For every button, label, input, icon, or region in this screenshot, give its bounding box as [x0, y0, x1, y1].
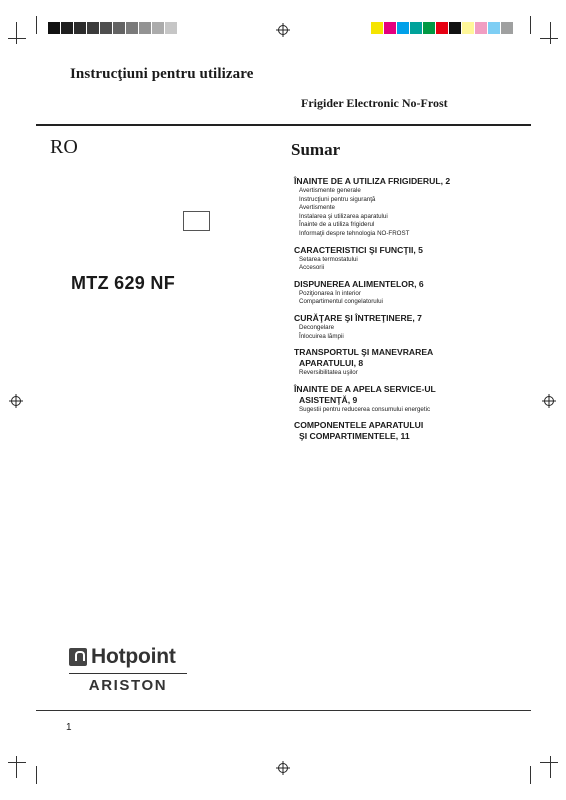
crop-mark: [530, 16, 531, 34]
color-swatch: [61, 22, 73, 34]
toc-section-heading: ÎNAINTE DE A UTILIZA FRIGIDERUL, 2: [294, 176, 451, 186]
toc-section: [294, 279, 524, 307]
color-swatch: [436, 22, 448, 34]
color-swatch: [397, 22, 409, 34]
color-swatch: [100, 22, 112, 34]
hotpoint-ariston-logo: [69, 645, 187, 694]
toc-subitem: Decongelare: [299, 323, 335, 331]
toc-subitem: Setarea termostatului: [299, 255, 358, 263]
toc-section: [294, 384, 524, 415]
cmyk-color-strip: [371, 22, 514, 34]
crop-mark: [540, 38, 558, 39]
crop-mark: [550, 756, 551, 778]
crop-mark: [16, 22, 17, 44]
empty-box: [183, 211, 210, 231]
color-swatch: [113, 22, 125, 34]
toc-section: [294, 420, 524, 442]
document-title: Instrucţiuni pentru utilizare: [70, 66, 254, 82]
contents-title: Sumar: [291, 140, 341, 159]
crop-mark: [550, 22, 551, 44]
crop-mark: [8, 38, 26, 39]
logo-brand: Hotpoint: [91, 645, 176, 668]
color-swatch: [449, 22, 461, 34]
color-swatch: [48, 22, 60, 34]
registration-mark-icon: [276, 23, 290, 37]
language-code: RO: [50, 136, 78, 158]
toc-subitem: Avertismente generale: [299, 187, 361, 194]
logo-sub-brand: ARISTON: [88, 677, 168, 694]
color-swatch: [423, 22, 435, 34]
registration-mark-icon: [542, 394, 556, 408]
registration-mark-icon: [9, 394, 23, 408]
color-swatch: [74, 22, 86, 34]
toc-subitem: Poziţionarea în interior: [299, 289, 361, 297]
color-swatch: [371, 22, 383, 34]
color-swatch: [384, 22, 396, 34]
toc-section-heading: CARACTERISTICI ŞI FUNCŢII, 5: [294, 244, 423, 255]
toc-section-heading: CURĂŢARE ŞI ÎNTREŢINERE, 7: [294, 312, 422, 323]
hotpoint-logo-icon: [69, 648, 87, 666]
toc-section-heading: TRANSPORTUL ŞI MANEVRAREA: [294, 347, 434, 358]
crop-mark: [16, 756, 17, 778]
crop-mark: [8, 762, 26, 763]
toc-section-heading: DISPUNEREA ALIMENTELOR, 6: [294, 278, 424, 289]
footer-divider: [36, 710, 531, 711]
header-divider: [36, 124, 531, 126]
crop-mark: [36, 766, 37, 784]
toc-subitem: Instrucţiuni pentru siguranţă: [299, 195, 376, 203]
toc-subitem: Înainte de a utiliza frigiderul: [299, 221, 375, 229]
color-swatch: [462, 22, 474, 34]
toc-section: [294, 313, 524, 341]
crop-mark: [540, 762, 558, 763]
toc-subitem: Reversibilitatea uşilor: [299, 369, 358, 377]
color-swatch: [501, 22, 513, 34]
logo-divider: [69, 673, 187, 674]
toc-section-heading-continued: ŞI COMPARTIMENTELE, 11: [299, 431, 410, 442]
color-swatch: [152, 22, 164, 34]
gray-color-strip: [48, 22, 178, 34]
toc-section-heading: COMPONENTELE APARATULUI: [294, 420, 424, 431]
toc-section: [294, 245, 524, 273]
document-subtitle: Frigider Electronic No-Frost: [301, 96, 448, 110]
toc-section-heading-continued: APARATULUI, 8: [299, 358, 364, 369]
toc-subitem: Sugestii pentru reducerea consumului energetic: [299, 405, 431, 413]
color-swatch: [475, 22, 487, 34]
color-swatch: [410, 22, 422, 34]
page-number: 1: [66, 722, 72, 733]
model-name: MTZ 629 NF: [71, 273, 176, 293]
toc-subitem: Înlocuirea lămpii: [299, 332, 344, 340]
toc-subitem: Avertismente: [299, 204, 335, 212]
crop-mark: [530, 766, 531, 784]
color-swatch: [87, 22, 99, 34]
toc-subitem: Compartimentul congelatorului: [299, 298, 383, 306]
toc-subitem: Instalarea şi utilizarea aparatului: [299, 212, 388, 220]
color-swatch: [139, 22, 151, 34]
toc-subitem: Accesorii: [299, 264, 325, 272]
color-swatch: [165, 22, 177, 34]
table-of-contents: [294, 176, 524, 448]
toc-section-heading: ÎNAINTE DE A APELA SERVICE-UL: [294, 383, 436, 394]
toc-section: [294, 176, 524, 239]
toc-section: [294, 347, 524, 378]
registration-mark-icon: [276, 761, 290, 775]
color-swatch: [488, 22, 500, 34]
color-swatch: [126, 22, 138, 34]
crop-mark: [36, 16, 37, 34]
toc-section-heading-continued: ASISTENŢĂ, 9: [299, 394, 358, 405]
toc-subitem: Informaţii despre tehnologia NO-FROST: [299, 229, 410, 237]
